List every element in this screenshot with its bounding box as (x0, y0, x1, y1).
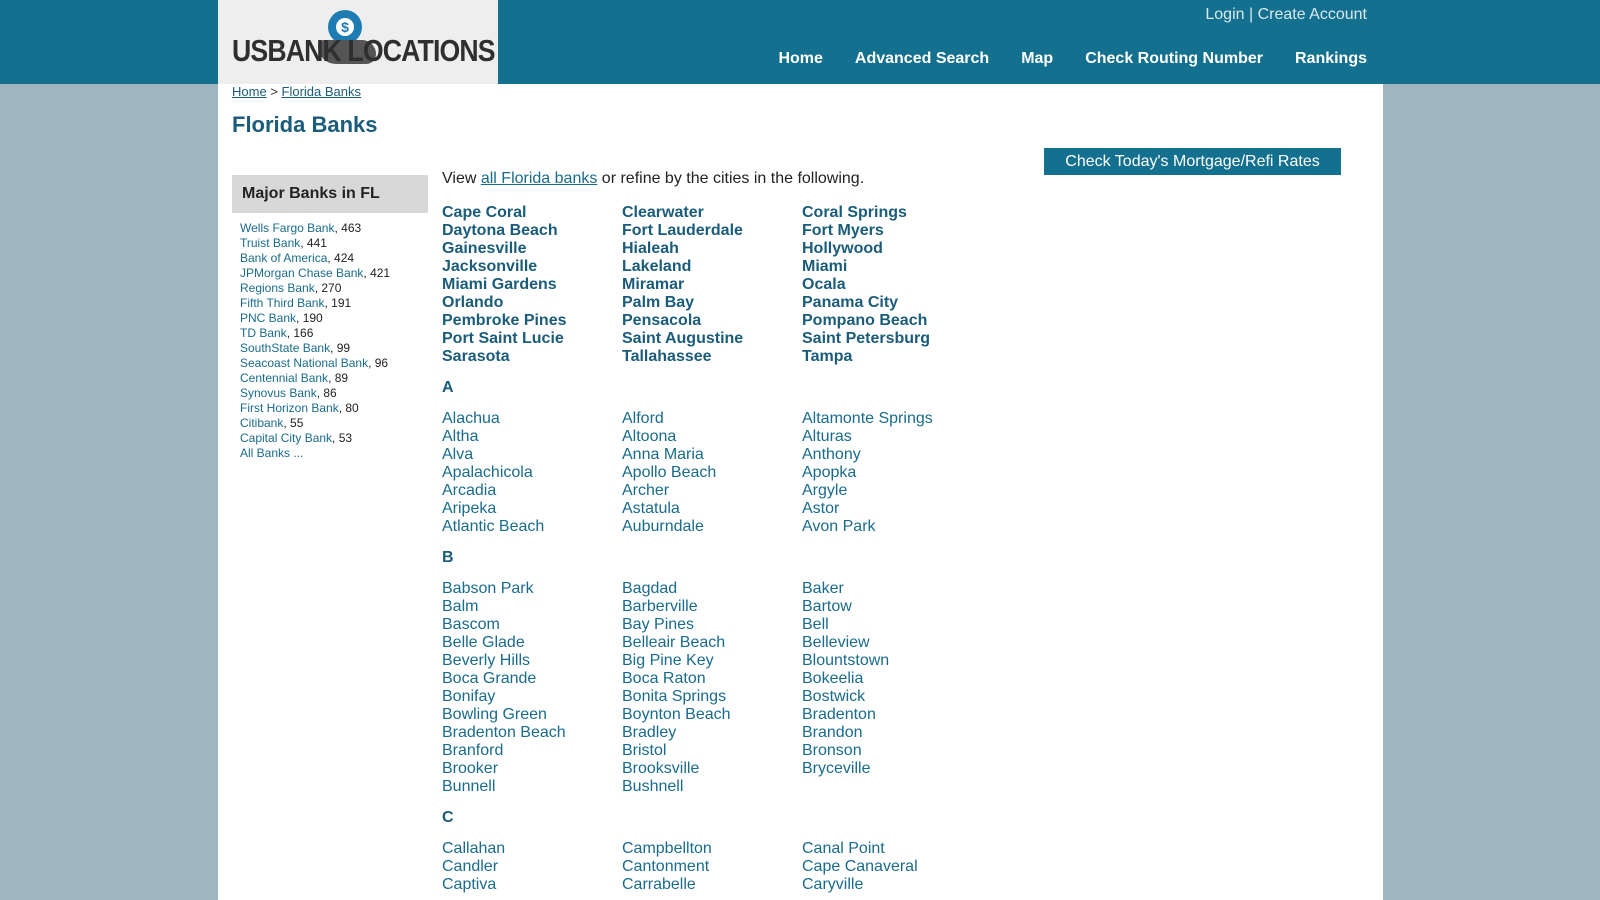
breadcrumb-home[interactable]: Home (232, 84, 267, 99)
city-link[interactable]: Belle Glade (442, 634, 525, 651)
city-link[interactable]: Bunnell (442, 778, 496, 795)
city-link[interactable]: Bay Pines (622, 616, 695, 633)
city-link[interactable]: Anthony (802, 446, 861, 463)
bank-link[interactable]: Citibank (240, 416, 284, 430)
nav-home[interactable]: Home (778, 50, 823, 67)
intro-suffix: or refine by the cities in the following. (597, 170, 865, 187)
bank-list-item (240, 326, 428, 341)
major-city-link[interactable]: Panama City (802, 294, 899, 311)
city-link[interactable]: Beverly Hills (442, 652, 531, 669)
city-link[interactable]: Bonita Springs (622, 688, 727, 705)
city-link[interactable]: Argyle (802, 482, 848, 499)
city-link[interactable]: Boca Grande (442, 670, 537, 687)
city-link[interactable]: Candler (442, 858, 499, 875)
bank-list-item (240, 431, 428, 446)
letter-sections (442, 379, 1002, 894)
city-link[interactable]: Bokeelia (802, 670, 864, 687)
bank-branch-count: , 55 (283, 416, 304, 430)
city-link[interactable]: Caryville (802, 876, 864, 893)
bank-link[interactable]: Capital City Bank (240, 431, 333, 445)
city-link[interactable]: Bristol (622, 742, 667, 759)
city-link[interactable]: Brandon (802, 724, 863, 741)
major-city-link[interactable]: Daytona Beach (442, 222, 558, 239)
bank-branch-count: , 270 (314, 281, 342, 295)
bank-link[interactable]: Wells Fargo Bank (240, 221, 335, 235)
content-area (218, 84, 1383, 900)
nav-map[interactable]: Map (1021, 50, 1054, 67)
city-link[interactable]: Bonifay (442, 688, 496, 705)
city-link[interactable]: Altha (442, 428, 479, 445)
bank-list-item (240, 356, 428, 371)
bank-list-item (240, 371, 428, 386)
major-city-link[interactable]: Lakeland (622, 258, 692, 275)
bank-branch-count: , 89 (328, 371, 349, 385)
major-banks-sidebar (232, 175, 428, 461)
bank-list-item (240, 446, 428, 461)
city-link[interactable]: Balm (442, 598, 479, 615)
city-link[interactable]: Canal Point (802, 840, 885, 857)
city-link[interactable]: Avon Park (802, 518, 876, 535)
bank-list-item (240, 386, 428, 401)
logo-text: USBANK LOCATIONS (232, 33, 495, 68)
city-link[interactable]: Boynton Beach (622, 706, 731, 723)
bank-link[interactable]: Regions Bank (240, 281, 315, 295)
letter-heading: C (442, 809, 454, 826)
bank-link[interactable]: First Horizon Bank (240, 401, 339, 415)
city-link[interactable]: Bryceville (802, 760, 871, 777)
city-link[interactable]: Cape Canaveral (802, 858, 918, 875)
bank-branch-count: , 86 (316, 386, 337, 400)
city-link[interactable]: Bowling Green (442, 706, 547, 723)
mortgage-rates-button[interactable]: Check Today's Mortgage/Refi Rates (1044, 148, 1341, 175)
city-link[interactable]: Babson Park (442, 580, 534, 597)
bank-link[interactable]: Truist Bank (240, 236, 301, 250)
bank-link[interactable]: TD Bank (240, 326, 287, 340)
page-title: Florida Banks (232, 112, 378, 137)
city-link[interactable]: Branford (442, 742, 504, 759)
bank-branch-count: , 191 (324, 296, 352, 310)
city-link[interactable]: Auburndale (622, 518, 704, 535)
city-link[interactable]: Bascom (442, 616, 500, 633)
bank-list-item (240, 401, 428, 416)
major-city-link[interactable]: Pembroke Pines (442, 312, 567, 329)
major-city-link[interactable]: Coral Springs (802, 204, 907, 221)
bank-list-item (240, 416, 428, 431)
major-cities-grid (442, 204, 1002, 366)
major-city-link[interactable]: Ocala (802, 276, 846, 293)
login-link[interactable]: Login (1205, 6, 1245, 23)
city-link[interactable]: Brooker (442, 760, 499, 777)
city-grid (442, 840, 1002, 894)
breadcrumb (232, 84, 361, 99)
bank-link[interactable]: Seacoast National Bank (240, 356, 369, 370)
city-link[interactable]: Bradenton (802, 706, 876, 723)
major-city-link[interactable]: Pompano Beach (802, 312, 928, 329)
city-link[interactable]: Belleair Beach (622, 634, 726, 651)
city-link[interactable]: Cantonment (622, 858, 710, 875)
city-link[interactable]: Astatula (622, 500, 680, 517)
city-link[interactable]: Arcadia (442, 482, 497, 499)
city-link[interactable]: Alford (622, 410, 664, 427)
bank-link[interactable]: All Banks ... (240, 446, 304, 460)
city-link[interactable]: Aripeka (442, 500, 497, 517)
bank-branch-count: , 96 (368, 356, 389, 370)
city-link[interactable]: Bradley (622, 724, 677, 741)
bank-list (240, 221, 428, 461)
major-city-link[interactable]: Orlando (442, 294, 504, 311)
city-link[interactable]: Campbellton (622, 840, 712, 857)
city-link[interactable]: Archer (622, 482, 670, 499)
top-header (0, 0, 1600, 84)
city-link[interactable]: Apollo Beach (622, 464, 717, 481)
bank-link[interactable]: JPMorgan Chase Bank (240, 266, 364, 280)
city-link[interactable]: Altamonte Springs (802, 410, 933, 427)
intro-text (442, 170, 1002, 188)
bank-branch-count: , 441 (300, 236, 327, 250)
major-city-link[interactable]: Saint Petersburg (802, 330, 931, 347)
nav-advanced-search[interactable]: Advanced Search (854, 50, 990, 67)
bank-list-item (240, 251, 428, 266)
bank-link[interactable]: SouthState Bank (240, 341, 331, 355)
city-link[interactable]: Bushnell (622, 778, 684, 795)
main-nav (778, 50, 1367, 68)
bank-branch-count: , 424 (327, 251, 355, 265)
major-city-link[interactable]: Tallahassee (622, 348, 712, 365)
bank-list-item (240, 311, 428, 326)
city-link[interactable]: Bradenton Beach (442, 724, 566, 741)
major-city-link[interactable]: Hialeah (622, 240, 679, 257)
major-city-link[interactable]: Hollywood (802, 240, 883, 257)
all-florida-banks-link[interactable]: all Florida banks (480, 170, 598, 187)
major-city-link[interactable]: Saint Augustine (622, 330, 744, 347)
bank-link[interactable]: Synovus Bank (240, 386, 317, 400)
bank-list-item (240, 221, 428, 236)
major-city-link[interactable]: Palm Bay (622, 294, 695, 311)
major-city-link[interactable]: Fort Lauderdale (622, 222, 743, 239)
city-grid (442, 580, 1002, 796)
bank-branch-count: , 80 (338, 401, 359, 415)
city-link[interactable]: Bagdad (622, 580, 678, 597)
bank-list-item (240, 296, 428, 311)
city-link[interactable]: Astor (802, 500, 840, 517)
auth-separator: | (1248, 6, 1254, 23)
major-city-link[interactable]: Miami (802, 258, 848, 275)
city-link[interactable]: Bronson (802, 742, 862, 759)
create-account-link[interactable]: Create Account (1257, 6, 1367, 23)
letter-heading: B (442, 549, 454, 566)
city-link[interactable]: Belleview (802, 634, 870, 651)
sidebar-title: Major Banks in FL (232, 175, 428, 213)
bank-branch-count: , 166 (286, 326, 314, 340)
bank-branch-count: , 190 (296, 311, 323, 325)
city-link[interactable]: Alva (442, 446, 474, 463)
bank-list-item (240, 266, 428, 281)
breadcrumb-separator: > (270, 84, 278, 99)
bank-branch-count: , 421 (363, 266, 391, 280)
city-link[interactable]: Brooksville (622, 760, 700, 777)
letter-heading: A (442, 379, 454, 396)
city-link[interactable]: Anna Maria (622, 446, 704, 463)
major-city-link[interactable]: Fort Myers (802, 222, 884, 239)
major-city-link[interactable]: Miramar (622, 276, 685, 293)
major-city-link[interactable]: Jacksonville (442, 258, 538, 275)
city-link[interactable]: Carrabelle (622, 876, 696, 893)
city-link[interactable]: Boca Raton (622, 670, 706, 687)
bank-link[interactable]: Bank of America (240, 251, 328, 265)
account-links (1205, 6, 1367, 24)
city-grid (442, 410, 1002, 536)
city-link[interactable]: Bell (802, 616, 829, 633)
bank-list-item (240, 341, 428, 356)
major-city-link[interactable]: Port Saint Lucie (442, 330, 564, 347)
bank-list-item (240, 236, 428, 251)
city-directory (442, 170, 1002, 894)
bank-branch-count: , 99 (330, 341, 351, 355)
major-city-link[interactable]: Cape Coral (442, 204, 527, 221)
city-link[interactable]: Baker (802, 580, 844, 597)
bank-link[interactable]: Centennial Bank (240, 371, 329, 385)
city-link[interactable]: Bartow (802, 598, 852, 615)
city-link[interactable]: Captiva (442, 876, 497, 893)
city-link[interactable]: Blountstown (802, 652, 890, 669)
bank-branch-count: , 53 (332, 431, 353, 445)
bank-link[interactable]: PNC Bank (240, 311, 297, 325)
breadcrumb-current[interactable]: Florida Banks (281, 84, 362, 99)
major-city-link[interactable]: Sarasota (442, 348, 510, 365)
city-link[interactable]: Apopka (802, 464, 857, 481)
city-link[interactable]: Barberville (622, 598, 698, 615)
major-city-link[interactable]: Gainesville (442, 240, 527, 257)
major-city-link[interactable]: Pensacola (622, 312, 702, 329)
major-city-link[interactable]: Tampa (802, 348, 853, 365)
city-link[interactable]: Alachua (442, 410, 500, 427)
bank-branch-count: , 463 (334, 221, 362, 235)
major-city-link[interactable]: Clearwater (622, 204, 704, 221)
city-link[interactable]: Alturas (802, 428, 852, 445)
bank-link[interactable]: Fifth Third Bank (240, 296, 325, 310)
city-link[interactable]: Altoona (622, 428, 677, 445)
intro-prefix: View (442, 170, 481, 187)
city-link[interactable]: Callahan (442, 840, 506, 857)
dollar-icon: $ (336, 18, 354, 36)
bank-list-item (240, 281, 428, 296)
city-link[interactable]: Apalachicola (442, 464, 533, 481)
city-link[interactable]: Big Pine Key (622, 652, 714, 669)
nav-check-routing-number[interactable]: Check Routing Number (1085, 50, 1263, 67)
city-link[interactable]: Atlantic Beach (442, 518, 545, 535)
site-logo[interactable] (218, 0, 498, 84)
nav-rankings[interactable]: Rankings (1294, 50, 1367, 67)
major-city-link[interactable]: Miami Gardens (442, 276, 557, 293)
city-link[interactable]: Bostwick (802, 688, 866, 705)
